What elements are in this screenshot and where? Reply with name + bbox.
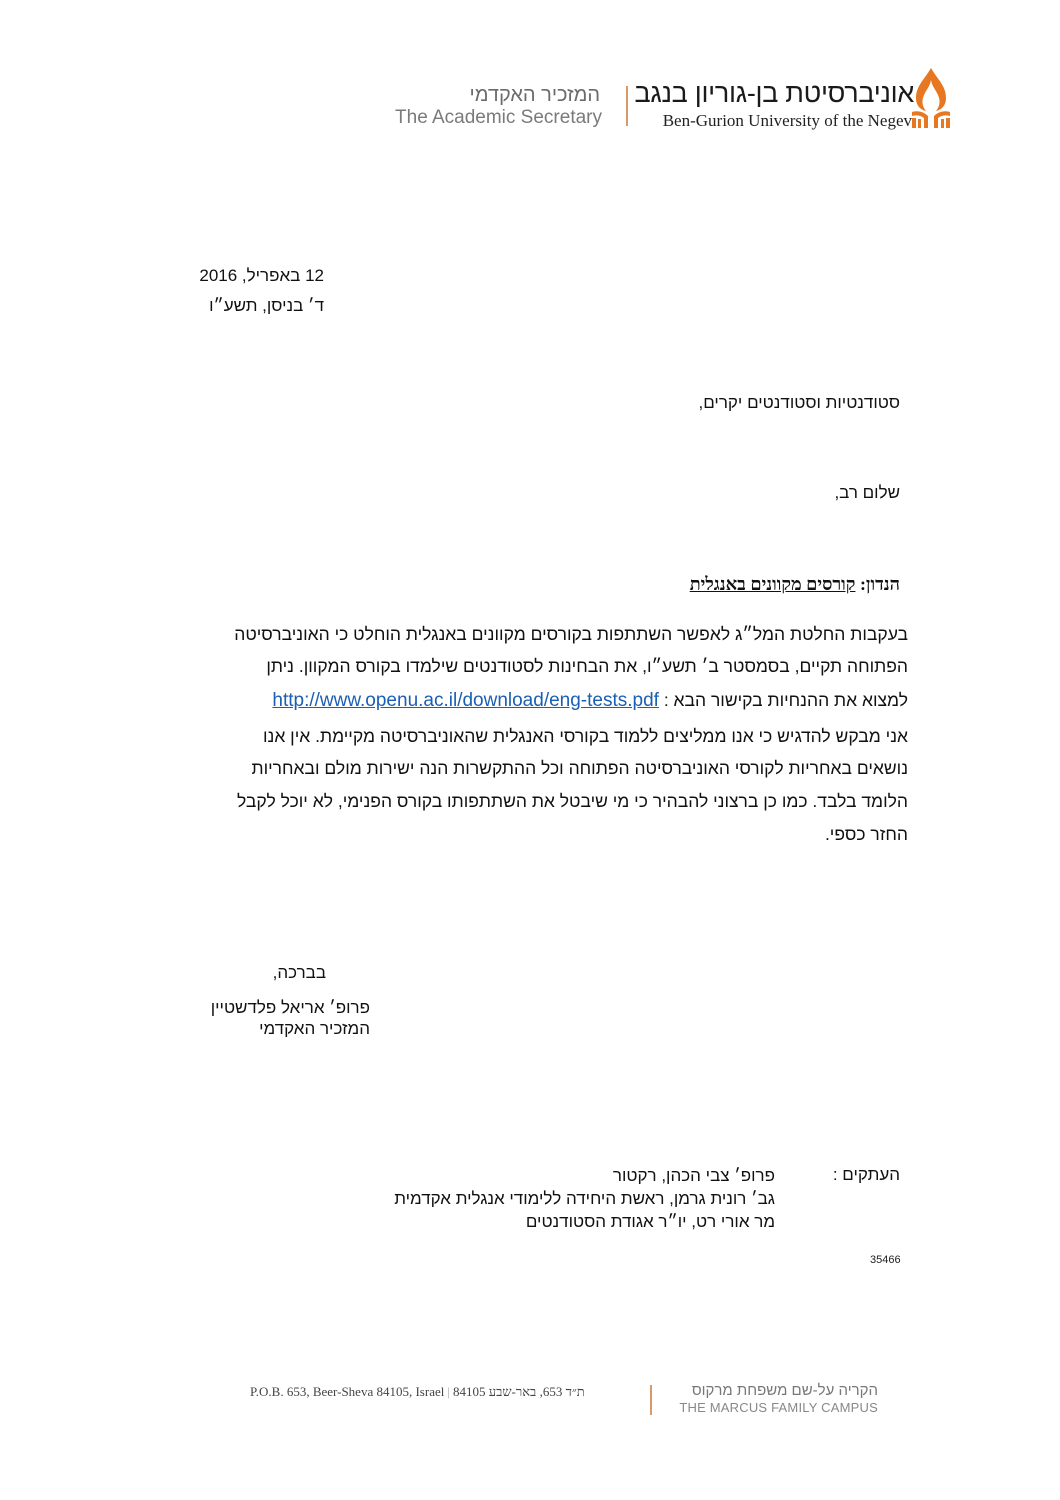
cc-recipient: מר אורי רט, יו״ר אגודת הסטודנטים	[525, 1212, 775, 1231]
cc-recipient: פרופ׳ צבי הכהן, רקטור	[612, 1166, 775, 1185]
footer-address	[250, 1384, 585, 1400]
body-line-5: הלומד בלבד. כמו כן ברצוני להבהיר כי מי שיבטל את השתתפותו בקורס הפנימי, לא יוכל לקבל	[236, 791, 908, 811]
university-name-hebrew: אוניברסיטת בן-גוריון בנגב	[634, 78, 914, 108]
footer-divider	[650, 1385, 652, 1415]
body-line-3: אני מבקש להדגיש כי אנו ממליצים ללמוד בקורסי האנגלית שהאוניברסיטה מקיימת. אין אנו	[262, 726, 908, 746]
cc-recipient: גב׳ רונית גרמן, ראשת היחידה ללימודי אנגלית אקדמית	[394, 1189, 775, 1208]
body-line-1: בעקבות החלטת המל״ג לאפשר השתתפות בקורסים מקוונים באנגלית הוחלט כי האוניברסיטה	[234, 624, 908, 644]
footer-address-english: P.O.B. 653, Beer-Sheva 84105, Israel	[250, 1384, 445, 1399]
date-hebrew: ד׳ בניסן, תשע״ו	[209, 296, 324, 315]
body-line-2: הפתוחה תקיים, בסמסטר ב׳ תשע״ו, את הבחינות לסטודנטים שילמדו בקורס המקוון. ניתן	[266, 656, 908, 676]
salutation: שלום רב,	[834, 483, 900, 502]
university-name-english: Ben-Gurion University of the Negev	[662, 111, 912, 130]
body-line-4: נושאים באחריות לקורסי האוניברסיטה הפתוחה וכל ההתקשרות הנה ישירות מולם ובאחריות	[251, 758, 908, 778]
reference-number: 35466	[870, 1254, 901, 1266]
footer-campus-hebrew: הקריה על-שם משפחת מרקוס	[691, 1382, 878, 1399]
addressee: סטודנטיות וסטודנטים יקרים,	[698, 393, 900, 412]
body-line-link	[272, 690, 908, 712]
link-prefix: למצוא את ההנחיות בקישור הבא :	[663, 690, 908, 710]
footer-address-hebrew: ת״ד 653, באר-שבע 84105	[452, 1384, 585, 1399]
body-line-6: החזר כספי.	[824, 824, 908, 844]
footer-campus-english: THE MARCUS FAMILY CAMPUS	[679, 1400, 878, 1415]
signature-title: המזכיר האקדמי	[259, 1019, 370, 1038]
department-hebrew: המזכיר האקדמי	[469, 84, 600, 106]
cc-label: העתקים :	[832, 1165, 900, 1184]
signature-closing: בברכה,	[272, 963, 326, 982]
department-english: The Academic Secretary	[395, 107, 602, 128]
subject-label: הנדון:	[859, 574, 900, 594]
guidelines-link[interactable]: http://www.openu.ac.il/download/eng-tests.pdf	[272, 690, 659, 711]
subject-line	[690, 574, 900, 596]
header-divider	[626, 86, 628, 126]
signature-name: פרופ׳ אריאל פלדשטיין	[210, 998, 370, 1017]
subject-value: קורסים מקוונים באנגלית	[689, 574, 856, 594]
date-gregorian: 12 באפריל, 2016	[199, 266, 324, 285]
footer-separator: |	[447, 1384, 450, 1399]
